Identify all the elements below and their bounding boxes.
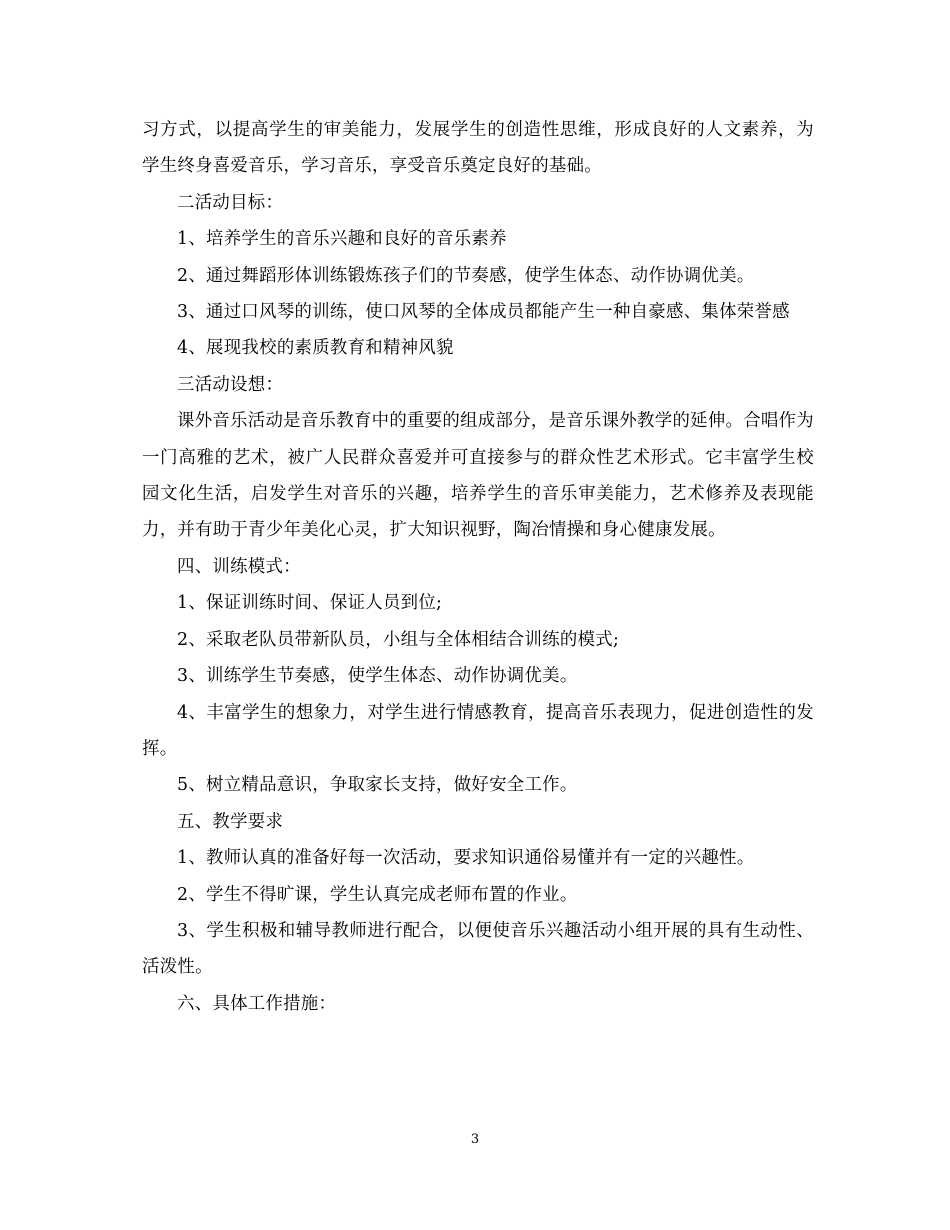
paragraph-concept: 课外音乐活动是音乐教育中的重要的组成部分，是音乐课外教学的延伸。合唱作为一门高雅的艺术，被广人民群众喜爱并可直接参与的群众性艺术形式。它丰富学生校园文化生活，启发学生对音乐的兴趣，培养学生的音乐审美能力，艺术修养及表现能力，并有助于青少年美化心灵，扩大知识视野，陶冶情操和身心健康发展。 bbox=[142, 411, 814, 541]
document-body bbox=[142, 112, 814, 1022]
list-item: 1、培养学生的音乐兴趣和良好的音乐素养 bbox=[177, 229, 507, 250]
list-item: 3、训练学生节奏感，使学生体态、动作协调优美。 bbox=[177, 666, 578, 687]
list-item: 1、保证训练时间、保证人员到位; bbox=[177, 593, 443, 614]
list-item: 5、树立精品意识，争取家长支持，做好安全工作。 bbox=[177, 775, 578, 796]
list-item: 3、学生积极和辅导教师进行配合，以便使音乐兴趣活动小组开展的具有生动性、活泼性。 bbox=[142, 920, 814, 978]
list-item: 4、展现我校的素质教育和精神风貌 bbox=[177, 338, 454, 359]
list-item: 4、丰富学生的想象力，对学生进行情感教育，提高音乐表现力，促进创造性的发挥。 bbox=[142, 702, 814, 759]
section-heading-training-mode: 四、训练模式： bbox=[177, 556, 301, 577]
paragraph-1: 习方式，以提高学生的审美能力，发展学生的创造性思维，形成良好的人文素养，为学生终身喜爱音乐，学习音乐，享受音乐奠定良好的基础。 bbox=[142, 120, 814, 177]
list-item: 3、通过口风琴的训练，使口风琴的全体成员都能产生一种自豪感、集体荣誉感 bbox=[177, 302, 790, 323]
page-number: 3 bbox=[470, 1132, 480, 1147]
list-item: 2、采取老队员带新队员，小组与全体相结合训练的模式; bbox=[177, 629, 620, 650]
list-item: 2、学生不得旷课，学生认真完成老师布置的作业。 bbox=[177, 884, 578, 905]
list-item: 1、教师认真的准备好每一次活动，要求知识通俗易懂并有一定的兴趣性。 bbox=[177, 848, 755, 869]
section-heading-measures: 六、具体工作措施： bbox=[177, 993, 337, 1014]
section-heading-objectives: 二活动目标： bbox=[177, 192, 284, 213]
section-heading-concept: 三活动设想： bbox=[177, 374, 284, 395]
section-heading-teaching-requirements: 五、教学要求 bbox=[177, 811, 284, 832]
list-item: 2、通过舞蹈形体训练锻炼孩子们的节奏感，使学生体态、动作协调优美。 bbox=[177, 265, 755, 286]
